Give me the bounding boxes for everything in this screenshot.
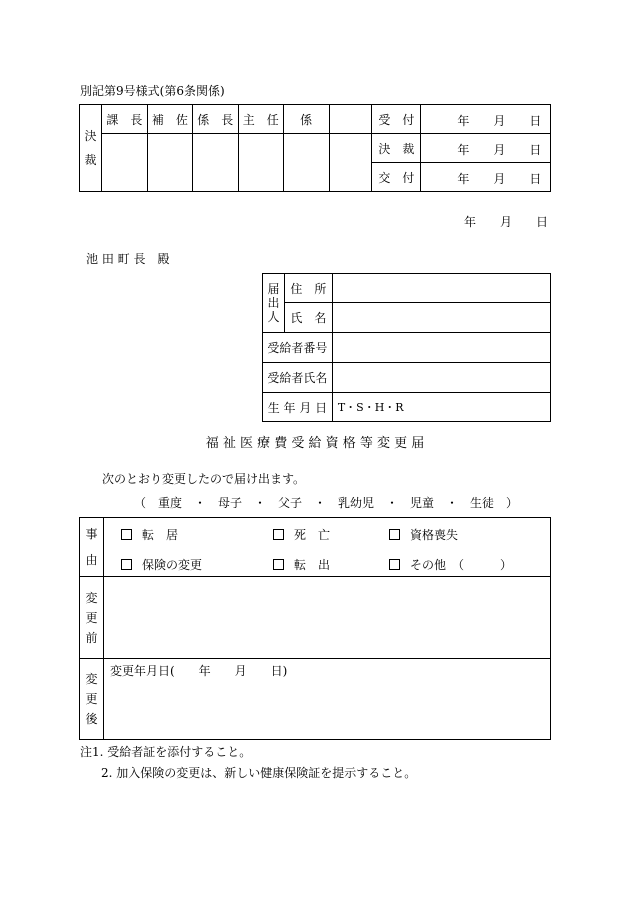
- date-label-received: 受 付: [372, 105, 421, 134]
- before-label-3: 前: [85, 630, 98, 645]
- role-kakaricho: 係 長: [192, 105, 238, 134]
- option-label: 資格喪失: [409, 528, 458, 542]
- approval-table: [79, 104, 551, 192]
- reason-label-2: 由: [85, 553, 98, 567]
- option-label: 保険の変更: [141, 558, 202, 572]
- addressee: 池 田 町 長 殿: [86, 252, 170, 266]
- stamp-box-blank: [329, 134, 372, 192]
- after-label-1: 変: [85, 672, 98, 686]
- date-issued: [421, 163, 551, 192]
- approval-side-label-top: 決: [84, 129, 97, 143]
- option-label: 転 出: [293, 558, 330, 572]
- option-other[interactable]: [389, 556, 512, 573]
- after-label-3: 後: [85, 712, 98, 726]
- name-field[interactable]: [332, 303, 550, 333]
- year-label: 年: [457, 114, 470, 128]
- after-label-2: 更: [85, 692, 98, 706]
- category-list: （ 重度 ・ 母子 ・ 父子 ・ 乳幼児 ・ 児童 ・ 生徒 ）: [134, 496, 519, 510]
- birth-date-field[interactable]: T・S・H・R: [332, 393, 550, 422]
- checkbox-icon[interactable]: [121, 559, 132, 570]
- form-title: 福 祉 医 療 費 受 給 資 格 等 変 更 届: [205, 436, 425, 451]
- option-label: その他 （ ）: [409, 558, 512, 572]
- recipient-number-field[interactable]: [332, 333, 550, 363]
- checkbox-icon[interactable]: [273, 529, 284, 540]
- applicant-group-label-2: 出: [267, 296, 280, 310]
- address-label: 住 所: [284, 274, 332, 303]
- stamp-box-kakari: [283, 134, 329, 192]
- role-shunin: 主 任: [238, 105, 283, 134]
- date-label-approved: 決 裁: [372, 134, 421, 163]
- birth-date-label: 生 年 月 日: [263, 393, 333, 422]
- applicant-group-label-3: 人: [267, 310, 280, 324]
- submission-year: 年: [464, 215, 477, 229]
- applicant-group-label-1: 届: [267, 282, 280, 296]
- checkbox-icon[interactable]: [389, 529, 400, 540]
- year-label: 年: [457, 172, 470, 186]
- date-label-issued: 交 付: [372, 163, 421, 192]
- approval-side-label-bottom: 裁: [84, 153, 97, 167]
- intro-text: 次のとおり変更したので届け出ます。: [102, 472, 306, 486]
- day-label: 日: [529, 114, 542, 128]
- reason-options: [103, 518, 550, 577]
- before-label-1: 変: [85, 590, 98, 605]
- submission-day: 日: [536, 215, 549, 229]
- day-label: 日: [529, 143, 542, 157]
- date-approved: [421, 134, 551, 163]
- reason-label-1: 事: [85, 527, 98, 541]
- after-field[interactable]: [103, 659, 550, 740]
- option-label: 転 居: [141, 528, 178, 542]
- note-1: 注1. 受給者証を添付すること。: [80, 745, 252, 759]
- submission-month: 月: [500, 215, 513, 229]
- option-death[interactable]: [273, 526, 330, 543]
- before-label-2: 更: [85, 610, 98, 625]
- address-field[interactable]: [332, 274, 550, 303]
- change-table: [79, 517, 551, 740]
- month-label: 月: [493, 114, 506, 128]
- after-label: [80, 659, 104, 740]
- recipient-name-field[interactable]: [332, 363, 550, 393]
- option-move[interactable]: [121, 526, 178, 543]
- applicant-table: [262, 273, 551, 422]
- stamp-box-shunin: [238, 134, 283, 192]
- role-blank: [329, 105, 372, 134]
- name-label: 氏 名: [284, 303, 332, 333]
- change-date-text: 変更年月日( 年 月 日): [109, 664, 288, 678]
- month-label: 月: [493, 172, 506, 186]
- month-label: 月: [493, 143, 506, 157]
- stamp-box-kacho: [101, 134, 147, 192]
- role-kacho: 課 長: [101, 105, 147, 134]
- role-kakari: 係: [283, 105, 329, 134]
- day-label: 日: [529, 172, 542, 186]
- checkbox-icon[interactable]: [389, 559, 400, 570]
- role-hosa: 補 佐: [147, 105, 192, 134]
- note-2: 2. 加入保険の変更は、新しい健康保険証を提示すること。: [101, 766, 417, 780]
- reason-label: [80, 518, 104, 577]
- stamp-box-hosa: [147, 134, 192, 192]
- date-received: [421, 105, 551, 134]
- approval-side-label: [80, 105, 102, 192]
- year-label: 年: [457, 143, 470, 157]
- form-reference: 別記第9号様式(第6条関係): [80, 84, 225, 98]
- before-label: [80, 577, 104, 659]
- applicant-group-label: [263, 274, 285, 333]
- before-field[interactable]: [103, 577, 550, 659]
- recipient-number-label: 受給者番号: [263, 333, 333, 363]
- option-loss-of-eligibility[interactable]: [389, 526, 458, 543]
- recipient-name-label: 受給者氏名: [263, 363, 333, 393]
- checkbox-icon[interactable]: [121, 529, 132, 540]
- stamp-box-kakaricho: [192, 134, 238, 192]
- checkbox-icon[interactable]: [273, 559, 284, 570]
- option-insurance-change[interactable]: [121, 556, 202, 573]
- option-label: 死 亡: [293, 528, 330, 542]
- option-move-out[interactable]: [273, 556, 330, 573]
